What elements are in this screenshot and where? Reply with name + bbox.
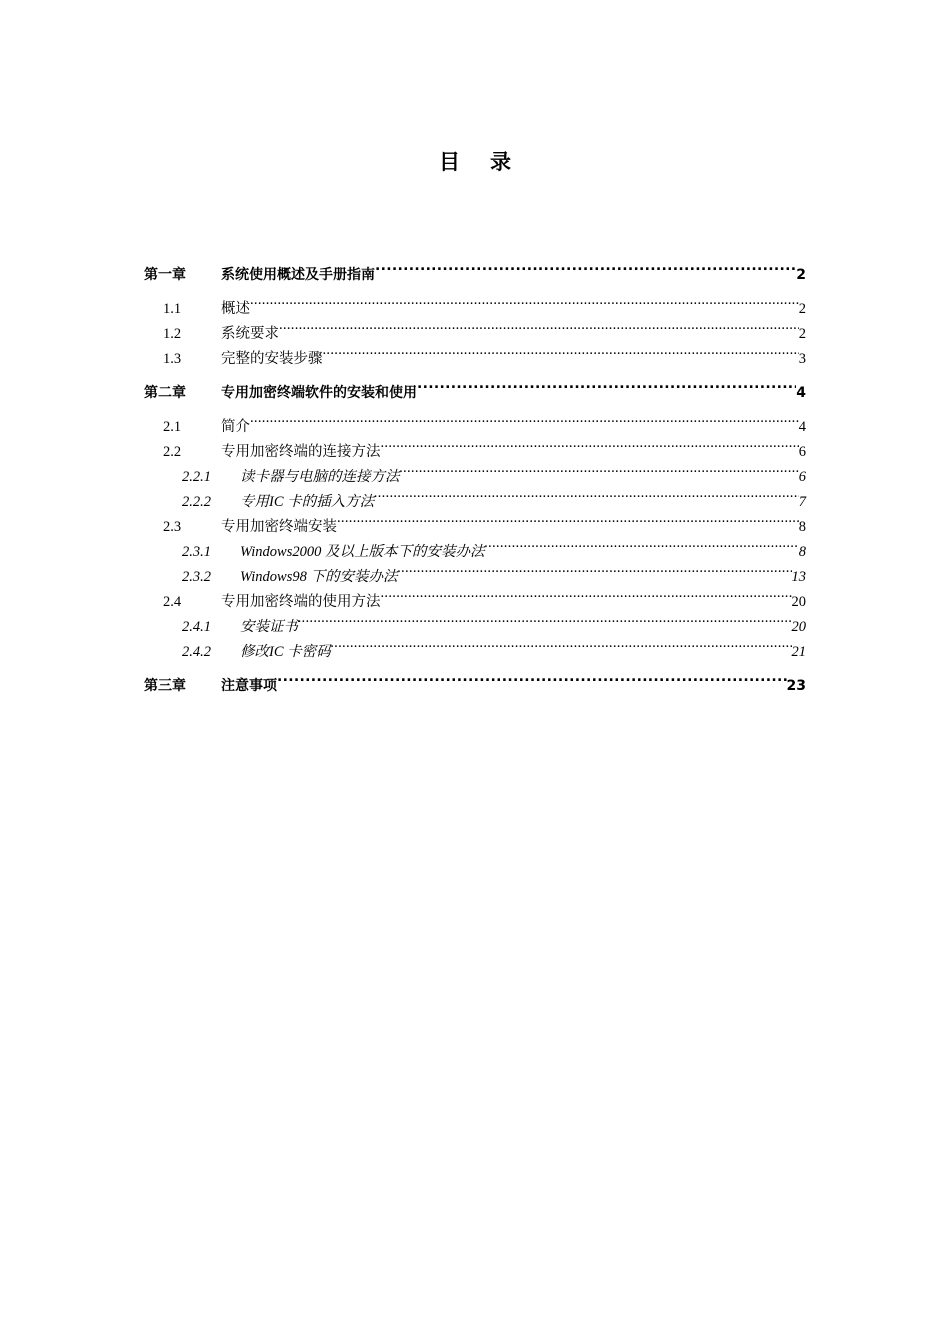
- toc-entry-number: 1.3: [163, 351, 182, 367]
- toc-entry-label: 安装证书: [240, 619, 298, 635]
- toc-entry-1-1[interactable]: [144, 288, 806, 317]
- toc-entry-number: 2.3: [163, 519, 182, 535]
- toc-dot-leader: [381, 581, 792, 606]
- toc-entry-number: 1.1: [163, 301, 182, 317]
- toc-title: [0, 146, 950, 176]
- toc-entry-label: 读卡器与电脑的连接方法: [240, 469, 400, 485]
- toc-title-right-char: 录: [490, 150, 511, 174]
- toc-entry-label: Windows2000 及以上版本下的安装办法: [240, 544, 485, 560]
- toc-entry-page: 23: [786, 678, 806, 694]
- toc-entry-label: 专用加密终端的使用方法: [221, 594, 381, 610]
- toc-entry-number: 2.4.2: [182, 644, 211, 660]
- toc-dot-leader: [277, 665, 787, 690]
- toc-entry-page: 8: [798, 519, 806, 535]
- toc-dot-leader: [381, 431, 799, 456]
- toc-entry-label: 注意事项: [221, 678, 277, 694]
- toc-entry-page: 3: [798, 351, 806, 367]
- toc-entry-2-1[interactable]: [144, 406, 806, 435]
- toc-dot-leader: [279, 313, 799, 338]
- toc-entry-label: 系统使用概述及手册指南: [221, 267, 375, 283]
- toc-entry-number: 2.1: [163, 419, 182, 435]
- toc-entry-number: 第二章: [144, 385, 186, 401]
- toc-entry-label: 完整的安装步骤: [221, 351, 323, 367]
- toc-dot-leader: [250, 288, 799, 313]
- toc-entry-number: 第三章: [144, 678, 186, 694]
- toc-entry-number: 2.4: [163, 594, 182, 610]
- toc-entry-page: 4: [796, 385, 806, 401]
- toc-entry-number: 2.2.1: [182, 469, 211, 485]
- toc-list: [144, 254, 806, 694]
- toc-entry-page: 6: [798, 444, 806, 460]
- toc-entry-label: 系统要求: [221, 326, 279, 342]
- toc-dot-leader: [374, 481, 799, 506]
- toc-dot-leader: [485, 531, 799, 556]
- toc-entry-page: 20: [791, 619, 806, 635]
- toc-entry-chapter-3[interactable]: [144, 665, 806, 694]
- toc-entry-number: 2.2.2: [182, 494, 211, 510]
- toc-entry-number: 2.3.2: [182, 569, 211, 585]
- toc-dot-leader: [337, 506, 799, 531]
- toc-dot-leader: [323, 338, 799, 363]
- toc-entry-label: 修改IC 卡密码: [240, 644, 331, 660]
- toc-entry-number: 2.3.1: [182, 544, 211, 560]
- toc-dot-leader: [417, 372, 796, 397]
- toc-entry-label: 简介: [221, 419, 250, 435]
- toc-entry-label: 专用IC 卡的插入方法: [240, 494, 375, 510]
- toc-entry-label: 专用加密终端软件的安装和使用: [221, 385, 417, 401]
- toc-dot-leader: [400, 456, 799, 481]
- toc-entry-label: 专用加密终端安装: [221, 519, 337, 535]
- toc-dot-leader: [298, 606, 792, 631]
- toc-entry-number: 2.4.1: [182, 619, 211, 635]
- toc-dot-leader: [250, 406, 799, 431]
- toc-entry-label: Windows98 下的安装办法: [240, 569, 398, 585]
- toc-entry-page: 6: [798, 469, 806, 485]
- toc-entry-page: 7: [798, 494, 806, 510]
- toc-entry-page: 2: [798, 301, 806, 317]
- toc-entry-page: 2: [798, 326, 806, 342]
- toc-entry-label: 专用加密终端的连接方法: [221, 444, 381, 460]
- toc-entry-number: 2.2: [163, 444, 182, 460]
- toc-entry-page: 13: [791, 569, 806, 585]
- toc-entry-number: 第一章: [144, 267, 186, 283]
- toc-entry-page: 4: [798, 419, 806, 435]
- toc-entry-page: 21: [791, 644, 806, 660]
- toc-dot-leader: [398, 556, 792, 581]
- toc-entry-page: 20: [791, 594, 806, 610]
- toc-entry-number: 1.2: [163, 326, 182, 342]
- toc-entry-label: 概述: [221, 301, 250, 317]
- toc-entry-page: 8: [798, 544, 806, 560]
- toc-dot-leader: [331, 631, 792, 656]
- toc-dot-leader: [375, 254, 796, 279]
- toc-entry-chapter-2[interactable]: [144, 372, 806, 401]
- toc-entry-chapter-1[interactable]: [144, 254, 806, 283]
- toc-entry-page: 2: [796, 267, 806, 283]
- toc-title-left-char: 目: [439, 150, 460, 174]
